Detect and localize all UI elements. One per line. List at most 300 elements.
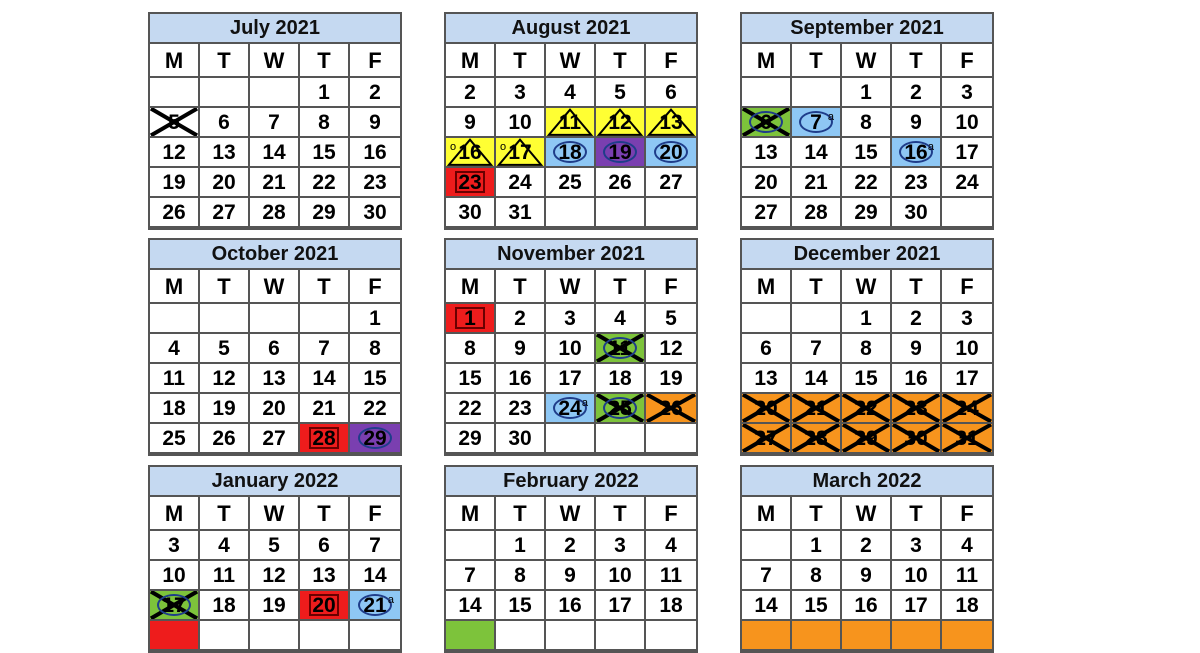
day-number: 1 [369, 307, 381, 330]
day-number: 14 [363, 564, 387, 587]
day-cell [200, 198, 250, 228]
day-number: 9 [910, 111, 922, 134]
day-cell [646, 424, 696, 454]
day-cell [792, 531, 842, 561]
month-title: December 2021 [742, 240, 992, 270]
day-cell [792, 138, 842, 168]
day-cell [546, 334, 596, 364]
day-cell [200, 424, 250, 454]
day-number: 12 [659, 337, 683, 360]
day-cell [546, 394, 596, 424]
day-number: 3 [910, 534, 922, 557]
day-number: 17 [608, 594, 632, 617]
day-number: 25 [162, 427, 186, 450]
day-number: 18 [608, 367, 632, 390]
day-cell [646, 561, 696, 591]
month-july-2021 [148, 12, 402, 230]
weekday-header: T [200, 44, 250, 78]
day-number: 17 [558, 367, 582, 390]
day-number: 21 [312, 397, 336, 420]
weekday-header: F [646, 270, 696, 304]
month-grid [742, 270, 992, 454]
day-cell [300, 168, 350, 198]
day-number: 31 [955, 427, 979, 450]
day-cell [150, 138, 200, 168]
day-cell [250, 561, 300, 591]
day-cell [250, 138, 300, 168]
day-cell [892, 424, 942, 454]
day-number: 12 [262, 564, 286, 587]
day-cell [596, 138, 646, 168]
weekday-header: T [300, 270, 350, 304]
day-number: 28 [804, 427, 828, 450]
day-cell [150, 424, 200, 454]
day-number: 26 [162, 201, 186, 224]
day-number: 26 [659, 397, 683, 420]
day-cell [350, 138, 400, 168]
day-number: 1 [810, 534, 822, 557]
day-number: 9 [564, 564, 576, 587]
day-cell [842, 531, 892, 561]
day-cell [200, 561, 250, 591]
day-number: 5 [218, 337, 230, 360]
day-number: 18 [162, 397, 186, 420]
day-number: 7 [268, 111, 280, 134]
weekday-header: T [792, 497, 842, 531]
day-cell [646, 531, 696, 561]
day-cell [300, 364, 350, 394]
day-number: 30 [904, 201, 928, 224]
day-number: 2 [369, 81, 381, 104]
weekday-header: W [250, 497, 300, 531]
day-cell [496, 198, 546, 228]
day-number: 1 [464, 307, 476, 330]
weekday-header: T [496, 497, 546, 531]
day-number: 28 [312, 427, 336, 450]
day-number: 3 [961, 307, 973, 330]
day-cell [646, 138, 696, 168]
day-cell [742, 108, 792, 138]
day-cell [942, 621, 992, 651]
weekday-header: W [546, 270, 596, 304]
day-number: 20 [212, 171, 236, 194]
day-cell [350, 394, 400, 424]
month-november-2021 [444, 238, 698, 456]
day-cell [942, 561, 992, 591]
day-cell [250, 78, 300, 108]
weekday-header: M [150, 270, 200, 304]
day-number: 10 [162, 564, 186, 587]
day-number: 10 [558, 337, 582, 360]
day-cell [350, 198, 400, 228]
month-title: October 2021 [150, 240, 400, 270]
day-number: 16 [904, 367, 928, 390]
month-title: March 2022 [742, 467, 992, 497]
day-cell [892, 561, 942, 591]
weekday-header: T [300, 44, 350, 78]
day-number: 20 [262, 397, 286, 420]
day-cell [446, 198, 496, 228]
day-cell [596, 531, 646, 561]
day-number: 24 [955, 397, 979, 420]
day-number: 11 [659, 564, 683, 587]
day-cell [942, 394, 992, 424]
weekday-header: T [596, 270, 646, 304]
day-number: 14 [262, 141, 286, 164]
day-number: 10 [608, 564, 632, 587]
day-number: 4 [614, 307, 626, 330]
day-cell [742, 591, 792, 621]
day-cell [546, 138, 596, 168]
day-number: 10 [904, 564, 928, 587]
day-cell [892, 334, 942, 364]
day-cell [300, 424, 350, 454]
day-number: 17 [904, 594, 928, 617]
day-cell [942, 78, 992, 108]
day-number: 22 [363, 397, 387, 420]
weekday-header: T [496, 44, 546, 78]
weekday-header: T [496, 270, 546, 304]
weekday-header: W [546, 44, 596, 78]
day-cell [892, 364, 942, 394]
day-number: 13 [262, 367, 286, 390]
day-cell [496, 621, 546, 651]
day-cell [350, 591, 400, 621]
day-number: 27 [212, 201, 236, 224]
day-number: 6 [760, 337, 772, 360]
day-cell [742, 621, 792, 651]
superscript-note: o [500, 141, 507, 153]
day-cell [942, 424, 992, 454]
day-number: 29 [363, 427, 387, 450]
month-march-2022 [740, 465, 994, 653]
day-number: 2 [514, 307, 526, 330]
day-number: 18 [955, 594, 979, 617]
day-number: 23 [904, 171, 928, 194]
day-cell [250, 168, 300, 198]
day-number: 23 [508, 397, 532, 420]
day-number: 2 [464, 81, 476, 104]
day-cell [446, 78, 496, 108]
weekday-header: M [446, 44, 496, 78]
day-cell [446, 334, 496, 364]
day-cell [150, 531, 200, 561]
day-cell [250, 621, 300, 651]
day-cell [842, 108, 892, 138]
day-cell [150, 591, 200, 621]
day-number: 8 [860, 337, 872, 360]
day-number: 15 [804, 594, 828, 617]
day-cell [596, 364, 646, 394]
day-cell [200, 531, 250, 561]
superscript-note: o [450, 141, 457, 153]
day-cell [150, 108, 200, 138]
day-cell [496, 561, 546, 591]
day-cell [546, 531, 596, 561]
day-number: 4 [168, 337, 180, 360]
weekday-header: F [646, 44, 696, 78]
day-cell [446, 591, 496, 621]
month-january-2022 [148, 465, 402, 653]
weekday-header: F [942, 44, 992, 78]
day-cell [596, 424, 646, 454]
day-cell [350, 168, 400, 198]
day-cell [596, 621, 646, 651]
day-cell [892, 591, 942, 621]
day-cell [350, 424, 400, 454]
day-cell [200, 304, 250, 334]
day-number: 11 [608, 337, 632, 360]
day-cell [792, 108, 842, 138]
day-cell [646, 621, 696, 651]
day-number: 22 [312, 171, 336, 194]
day-cell [842, 561, 892, 591]
day-number: 29 [854, 201, 878, 224]
day-number: 8 [810, 564, 822, 587]
day-cell [300, 138, 350, 168]
day-cell [350, 108, 400, 138]
day-number: 19 [212, 397, 236, 420]
day-cell [446, 621, 496, 651]
day-cell [300, 198, 350, 228]
day-number: 27 [262, 427, 286, 450]
day-number: 13 [312, 564, 336, 587]
day-number: 17 [162, 594, 186, 617]
day-number: 3 [514, 81, 526, 104]
day-cell [596, 591, 646, 621]
day-cell [250, 304, 300, 334]
day-number: 11 [558, 111, 582, 134]
day-cell [300, 394, 350, 424]
day-number: 15 [508, 594, 532, 617]
day-cell [546, 78, 596, 108]
day-number: 3 [564, 307, 576, 330]
day-number: 2 [910, 81, 922, 104]
day-cell [596, 394, 646, 424]
day-number: 17 [955, 141, 979, 164]
day-cell [446, 394, 496, 424]
day-number: 28 [804, 201, 828, 224]
day-number: 15 [854, 367, 878, 390]
day-cell [742, 364, 792, 394]
day-cell [842, 591, 892, 621]
weekday-header: T [792, 44, 842, 78]
day-number: 24 [955, 171, 979, 194]
day-number: 25 [608, 397, 632, 420]
day-number: 7 [810, 337, 822, 360]
day-cell [742, 78, 792, 108]
day-number: 21 [363, 594, 387, 617]
day-cell [546, 198, 596, 228]
day-cell [150, 394, 200, 424]
month-title: July 2021 [150, 14, 400, 44]
day-cell [792, 394, 842, 424]
day-cell [546, 621, 596, 651]
weekday-header: T [200, 270, 250, 304]
day-cell [446, 561, 496, 591]
day-cell [842, 304, 892, 334]
day-cell [496, 78, 546, 108]
day-cell [892, 304, 942, 334]
day-cell [150, 168, 200, 198]
day-number: 2 [860, 534, 872, 557]
weekday-header: M [150, 44, 200, 78]
day-number: 24 [508, 171, 532, 194]
day-cell [250, 424, 300, 454]
month-title: January 2022 [150, 467, 400, 497]
day-number: 25 [558, 171, 582, 194]
day-number: 26 [212, 427, 236, 450]
weekday-header: T [892, 44, 942, 78]
day-number: 1 [860, 81, 872, 104]
day-cell [300, 531, 350, 561]
day-cell [300, 561, 350, 591]
day-cell [792, 364, 842, 394]
superscript-note: a [827, 111, 834, 123]
day-number: 9 [514, 337, 526, 360]
day-cell [300, 108, 350, 138]
day-number: 27 [754, 201, 778, 224]
day-cell [596, 78, 646, 108]
day-number: 7 [464, 564, 476, 587]
day-cell [596, 334, 646, 364]
superscript-note: a [927, 141, 934, 153]
day-cell [792, 168, 842, 198]
month-february-2022 [444, 465, 698, 653]
day-cell [150, 364, 200, 394]
weekday-header: M [742, 497, 792, 531]
day-cell [596, 168, 646, 198]
day-number: 19 [262, 594, 286, 617]
day-number: 16 [854, 594, 878, 617]
day-number: 4 [564, 81, 576, 104]
day-number: 16 [458, 141, 482, 164]
weekday-header: M [742, 270, 792, 304]
day-cell [150, 78, 200, 108]
day-number: 18 [212, 594, 236, 617]
day-number: 14 [312, 367, 336, 390]
day-number: 29 [854, 427, 878, 450]
day-cell [496, 424, 546, 454]
day-cell [350, 304, 400, 334]
day-number: 6 [218, 111, 230, 134]
day-cell [200, 108, 250, 138]
day-number: 5 [168, 111, 180, 134]
weekday-header: W [842, 497, 892, 531]
day-cell [842, 394, 892, 424]
day-cell [646, 304, 696, 334]
day-cell [646, 78, 696, 108]
day-number: 6 [665, 81, 677, 104]
month-title: August 2021 [446, 14, 696, 44]
day-cell [842, 364, 892, 394]
day-cell [942, 591, 992, 621]
day-cell [742, 198, 792, 228]
weekday-header: M [150, 497, 200, 531]
day-number: 17 [508, 141, 532, 164]
day-number: 10 [955, 337, 979, 360]
month-grid [150, 270, 400, 454]
weekday-header: F [350, 44, 400, 78]
day-number: 13 [754, 367, 778, 390]
day-number: 20 [312, 594, 336, 617]
day-number: 15 [854, 141, 878, 164]
weekday-header: F [646, 497, 696, 531]
day-cell [942, 138, 992, 168]
day-cell [942, 168, 992, 198]
day-number: 23 [363, 171, 387, 194]
day-number: 14 [804, 367, 828, 390]
day-number: 10 [955, 111, 979, 134]
day-cell [942, 364, 992, 394]
day-cell [446, 138, 496, 168]
weekday-header: T [200, 497, 250, 531]
day-number: 30 [904, 427, 928, 450]
month-september-2021 [740, 12, 994, 230]
month-title: November 2021 [446, 240, 696, 270]
day-cell [496, 394, 546, 424]
day-cell [250, 334, 300, 364]
day-number: 19 [162, 171, 186, 194]
day-number: 11 [212, 564, 236, 587]
day-cell [942, 108, 992, 138]
day-number: 21 [804, 397, 828, 420]
day-cell [496, 364, 546, 394]
month-december-2021 [740, 238, 994, 456]
month-title: February 2022 [446, 467, 696, 497]
day-cell [300, 621, 350, 651]
day-cell [892, 394, 942, 424]
day-cell [792, 621, 842, 651]
day-number: 15 [363, 367, 387, 390]
day-cell [842, 138, 892, 168]
day-cell [250, 198, 300, 228]
month-title: September 2021 [742, 14, 992, 44]
day-cell [300, 334, 350, 364]
day-number: 13 [212, 141, 236, 164]
weekday-header: F [350, 497, 400, 531]
day-cell [300, 591, 350, 621]
day-cell [300, 78, 350, 108]
day-cell [546, 561, 596, 591]
day-number: 1 [514, 534, 526, 557]
day-number: 7 [369, 534, 381, 557]
day-cell [792, 334, 842, 364]
day-number: 1 [318, 81, 330, 104]
day-cell [250, 364, 300, 394]
day-cell [792, 304, 842, 334]
day-cell [350, 531, 400, 561]
day-number: 4 [665, 534, 677, 557]
month-october-2021 [148, 238, 402, 456]
day-cell [646, 364, 696, 394]
day-cell [892, 138, 942, 168]
day-number: 20 [754, 171, 778, 194]
day-cell [446, 364, 496, 394]
day-cell [942, 304, 992, 334]
weekday-header: W [250, 270, 300, 304]
day-number: 8 [464, 337, 476, 360]
superscript-note: a [581, 397, 588, 409]
day-cell [842, 78, 892, 108]
day-number: 17 [955, 367, 979, 390]
day-number: 13 [659, 111, 683, 134]
day-cell [842, 168, 892, 198]
x-mark-icon [596, 394, 644, 422]
day-cell [496, 591, 546, 621]
day-number: 15 [458, 367, 482, 390]
day-cell [546, 591, 596, 621]
